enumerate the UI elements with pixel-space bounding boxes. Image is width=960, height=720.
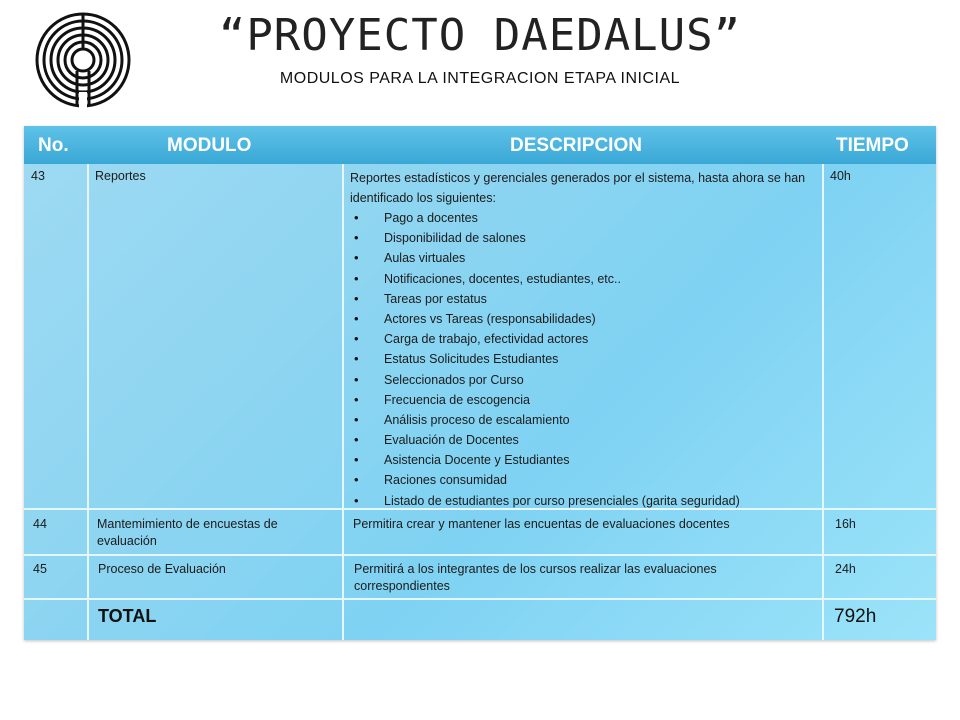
row-divider <box>24 554 936 556</box>
module-description: Permitirá a los integrantes de los cursos realizar las evaluaciones correspondientes <box>354 562 717 593</box>
column-divider <box>822 164 824 640</box>
module-name: Reportes <box>95 169 146 183</box>
list-item: • Aulas virtuales <box>350 248 810 268</box>
module-time: 16h <box>835 517 856 531</box>
column-header-tiempo: TIEMPO <box>836 135 909 156</box>
module-time: 40h <box>830 169 851 183</box>
list-item: • Actores vs Tareas (responsabilidades) <box>350 309 810 329</box>
list-item: • Asistencia Docente y Estudiantes <box>350 450 810 470</box>
row-number: 45 <box>33 562 47 576</box>
column-header-modulo: MODULO <box>167 135 252 156</box>
column-divider <box>87 164 89 640</box>
column-header-descripcion: DESCRIPCION <box>510 135 642 156</box>
list-item: • Tareas por estatus <box>350 289 810 309</box>
list-item: • Evaluación de Docentes <box>350 430 810 450</box>
page-title: “PROYECTO DAEDALUS” <box>218 10 742 61</box>
list-item: • Listado de estudiantes por curso presenciales (garita seguridad) <box>350 491 810 511</box>
page-subtitle: MODULOS PARA LA INTEGRACION ETAPA INICIAL <box>279 70 681 87</box>
module-name: Proceso de Evaluación <box>98 562 226 576</box>
list-item: • Seleccionados por Curso <box>350 370 810 390</box>
list-item: • Frecuencia de escogencia <box>350 390 810 410</box>
column-header-no: No. <box>38 135 69 156</box>
list-item: • Pago a docentes <box>350 208 810 228</box>
column-divider <box>342 164 344 640</box>
total-value: 792h <box>834 606 877 627</box>
list-item: • Disponibilidad de salones <box>350 228 810 248</box>
description-text: Reportes estadísticos y gerenciales generados por el sistema, hasta ahora se han identificado los siguientes: <box>350 171 806 205</box>
labyrinth-logo-icon <box>33 8 133 113</box>
module-time: 24h <box>835 562 856 576</box>
row-divider <box>24 598 936 600</box>
list-item: • Notificaciones, docentes, estudiantes, etc.. <box>350 269 810 289</box>
row-number: 44 <box>33 517 47 531</box>
list-item: • Raciones consumidad <box>350 470 810 490</box>
module-description: Permitira crear y mantener las encuentas de evaluaciones docentes <box>353 517 730 531</box>
module-name: Mantemimiento de encuestas de evaluación <box>97 517 278 548</box>
module-description <box>350 168 810 511</box>
list-item: • Carga de trabajo, efectividad actores <box>350 329 810 349</box>
total-label: TOTAL <box>98 606 157 626</box>
list-item: • Estatus Solicitudes Estudiantes <box>350 349 810 369</box>
modules-table <box>24 126 936 640</box>
table-header <box>24 126 936 164</box>
list-item: • Análisis proceso de escalamiento <box>350 410 810 430</box>
row-number: 43 <box>31 169 45 183</box>
report-list <box>350 208 810 511</box>
